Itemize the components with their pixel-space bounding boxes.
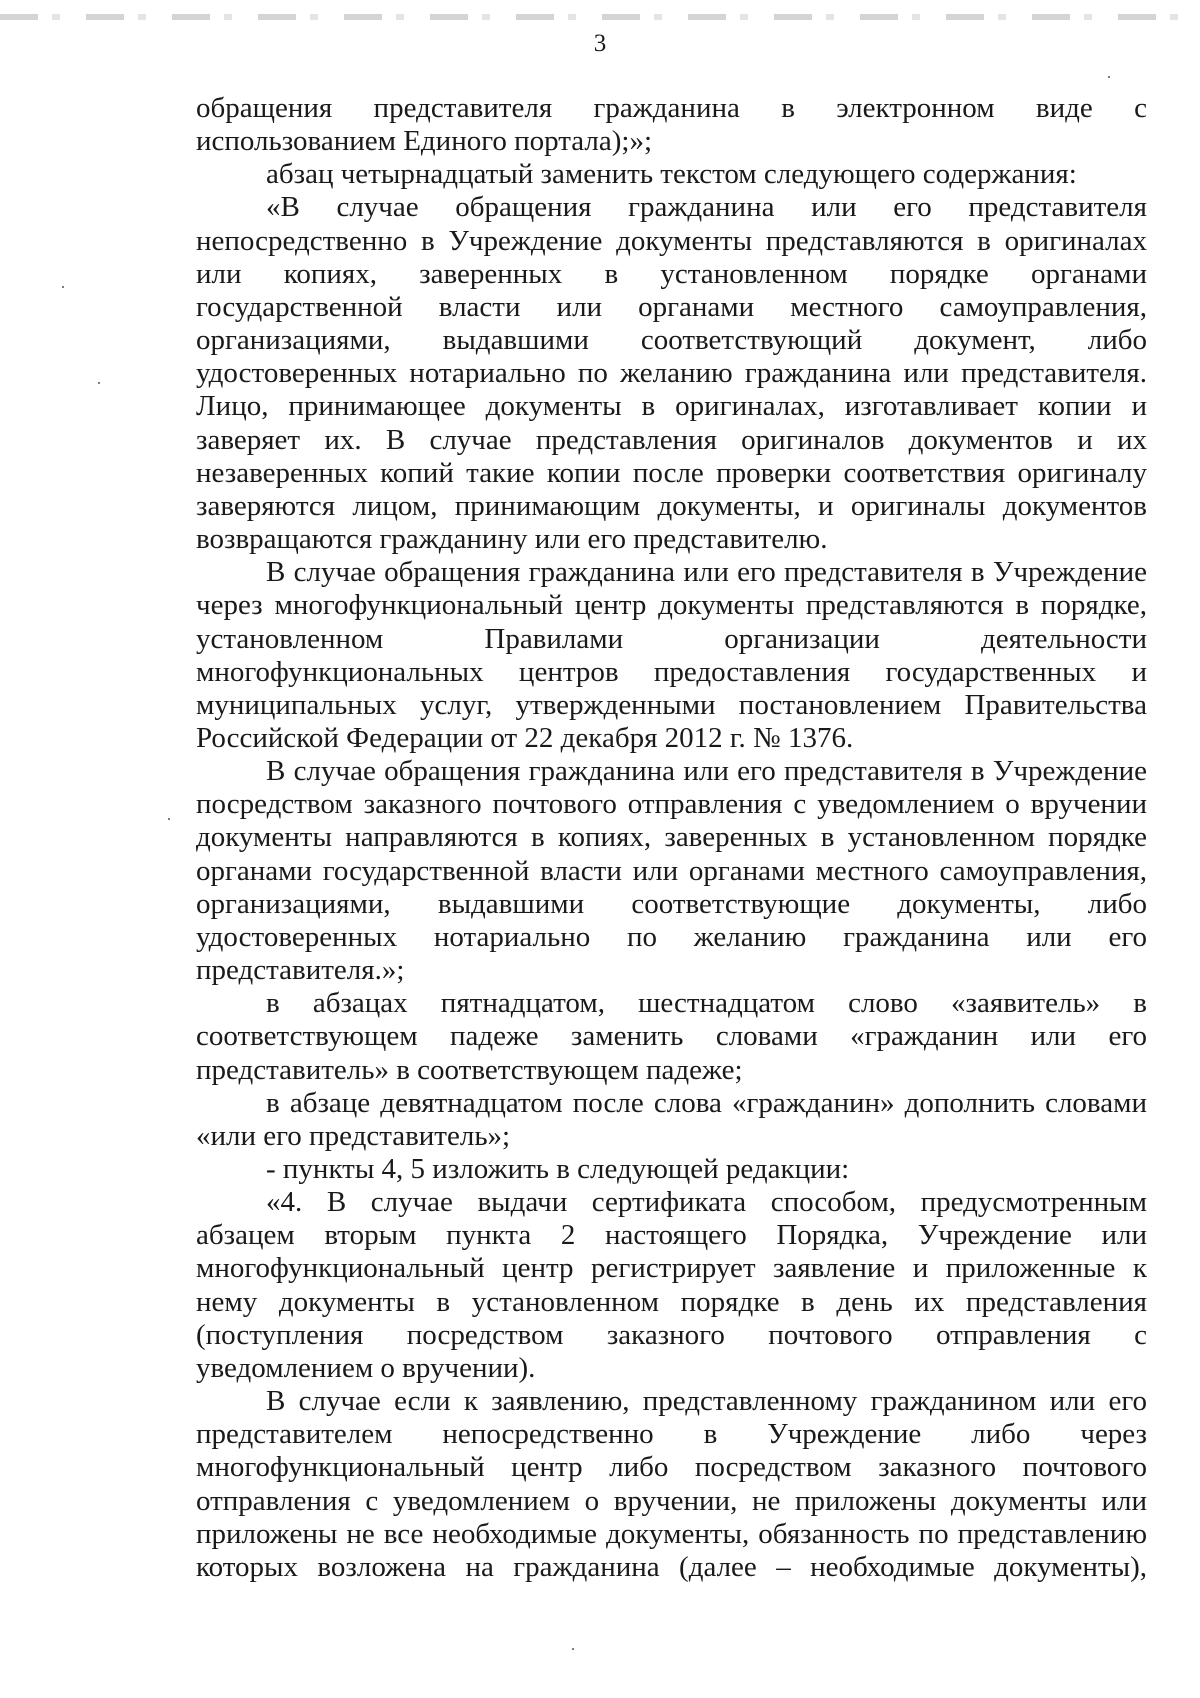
paragraph-direct-submission: «В случае обращения гражданина или его представителя непосредственно в Учреждение документы представляются в оригиналах или копиях, заверенных в установленном порядке органами государственной власти или органами местного самоуправления, организациями, выдавшими соответствующий документ, либо удостоверенных нотариально по желанию гражданина или представителя. Лицо, принимающее документы в оригиналах, изготавливает копии и заверяет их. В случае представления оригиналов документов и их незаверенных копий такие копии после проверки соответствия оригиналу заверяются лицом, принимающим документы, и оригиналы документов возвращаются гражданину или его представителю. <box>196 191 1147 556</box>
paragraph-missing-documents: В случае если к заявлению, представленному гражданином или его представителем непосредственно в Учреждение либо через многофункциональный центр либо посредством заказного почтового отправления с уведомлением о вручении, не приложены документы или приложены не все необходимые документы, обязанность по представлению которых возложена на гражданина (далее – необходимые документы), <box>196 1385 1147 1583</box>
paragraph-instruction-para-19: в абзаце девятнадцатом после слова «гражданин» дополнить словами «или его представитель»; <box>196 1086 1147 1152</box>
scan-speck <box>98 382 100 384</box>
paragraph-instruction-para-14: абзац четырнадцатый заменить текстом следующего содержания: <box>266 158 1077 191</box>
scan-speck <box>1108 76 1110 78</box>
scan-speck <box>62 286 64 288</box>
page-number: 3 <box>593 30 607 57</box>
paragraph-mfc-submission: В случае обращения гражданина или его представителя в Учреждение через многофункциональный центр документы представляются в порядке, установленном Правилами организации деятельности многофункциональных центров предоставления государственных и муниципальных услуг, утвержденными постановлением Правительства Российской Федерации от 22 декабря 2012 г. № 1376. <box>196 556 1147 754</box>
paragraph-point-4: «4. В случае выдачи сертификата способом, предусмотренным абзацем вторым пункта 2 настоящего Порядка, Учреждение или многофункциональный центр регистрирует заявление и приложенные к нему документы в установленном порядке в день их представления (поступления посредством заказного почтового отправления с уведомлением о вручении). <box>196 1186 1147 1384</box>
scan-speck <box>572 1648 574 1650</box>
paragraph-postal-submission: В случае обращения гражданина или его представителя в Учреждение посредством заказного почтового отправления с уведомлением о вручении документы направляются в копиях, заверенных в установленном порядке органами государственной власти или органами местного самоуправления, организациями, выдавшими соответствующие документы, либо удостоверенных нотариально по желанию гражданина или его представителя.»; <box>196 755 1147 987</box>
scan-edge-artifact <box>0 14 1200 20</box>
paragraph-instruction-points-4-5: - пункты 4, 5 изложить в следующей редакции: <box>266 1153 850 1185</box>
paragraph-instruction-para-15-16: в абзацах пятнадцатом, шестнадцатом слово «заявитель» в соответствующем падеже заменить словами «гражданин или его представитель» в соответствующем падеже; <box>196 987 1147 1086</box>
paragraph-continuation: обращения представителя гражданина в электронном виде с использованием Единого портала);»; <box>196 92 1147 158</box>
document-body <box>196 92 1147 1584</box>
scan-speck <box>168 818 170 820</box>
